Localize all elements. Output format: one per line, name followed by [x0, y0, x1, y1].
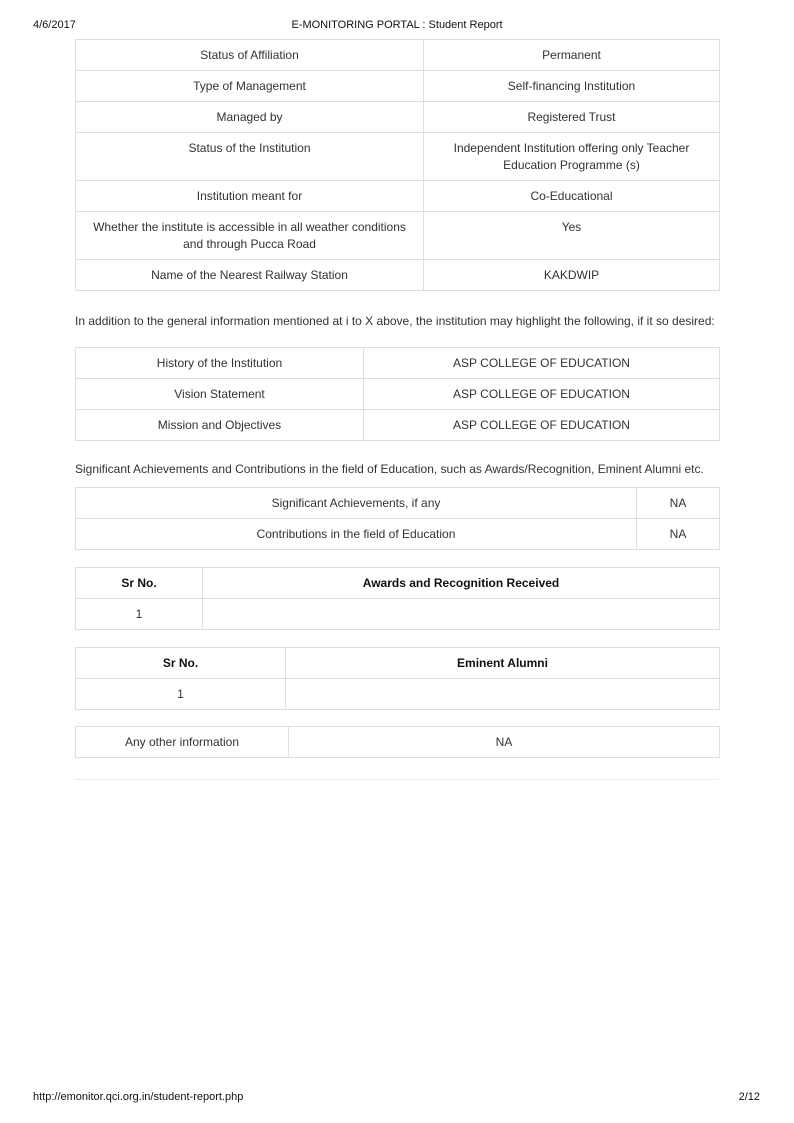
table-row — [76, 40, 720, 71]
row-value: Co-Educational — [424, 181, 720, 212]
sr-number: 1 — [76, 599, 203, 630]
page-number: 2/12 — [738, 1091, 760, 1103]
column-header: Sr No. — [76, 648, 286, 679]
achievements-section — [75, 487, 719, 550]
table-row — [76, 599, 720, 630]
row-value: NA — [289, 727, 720, 758]
row-value: NA — [637, 519, 720, 550]
table-row — [76, 260, 720, 291]
table-row — [76, 727, 720, 758]
row-value: Self-financing Institution — [424, 71, 720, 102]
achievements-table — [75, 487, 720, 550]
row-value: Independent Institution offering only Teacher Education Programme (s) — [424, 133, 720, 181]
awards-table — [75, 567, 720, 630]
row-label: Mission and Objectives — [76, 410, 364, 441]
row-label: Vision Statement — [76, 379, 364, 410]
general-info-section — [75, 39, 719, 291]
row-value: Permanent — [424, 40, 720, 71]
row-label: Contributions in the field of Education — [76, 519, 637, 550]
table-row — [76, 348, 720, 379]
table-row — [76, 410, 720, 441]
alumni-table — [75, 647, 720, 710]
row-label: Name of the Nearest Railway Station — [76, 260, 424, 291]
row-label: Any other information — [76, 727, 289, 758]
table-row — [76, 102, 720, 133]
table-header-row — [76, 648, 720, 679]
table-row — [76, 181, 720, 212]
table-header-row — [76, 568, 720, 599]
row-value: KAKDWIP — [424, 260, 720, 291]
print-date: 4/6/2017 — [33, 19, 76, 31]
row-label: Type of Management — [76, 71, 424, 102]
general-info-table — [75, 39, 720, 291]
award-value — [203, 599, 720, 630]
row-value: ASP COLLEGE OF EDUCATION — [364, 410, 720, 441]
row-label: Whether the institute is accessible in all weather conditions and through Pucca Road — [76, 212, 424, 260]
alumni-value — [286, 679, 720, 710]
column-header: Sr No. — [76, 568, 203, 599]
row-value: ASP COLLEGE OF EDUCATION — [364, 379, 720, 410]
row-value: ASP COLLEGE OF EDUCATION — [364, 348, 720, 379]
highlights-table — [75, 347, 720, 441]
row-value: Registered Trust — [424, 102, 720, 133]
divider — [75, 779, 719, 780]
table-row — [76, 133, 720, 181]
column-header: Awards and Recognition Received — [203, 568, 720, 599]
row-label: Institution meant for — [76, 181, 424, 212]
page-title: E-MONITORING PORTAL : Student Report — [291, 19, 503, 31]
table-row — [76, 519, 720, 550]
table-row — [76, 212, 720, 260]
other-info-section — [75, 726, 719, 758]
column-header: Eminent Alumni — [286, 648, 720, 679]
footer-url: http://emonitor.qci.org.in/student-report.php — [33, 1091, 244, 1103]
row-label: Status of the Institution — [76, 133, 424, 181]
achievements-note: Significant Achievements and Contributions in the field of Education, such as Awards/Recognition, Eminent Alumni etc. — [75, 462, 704, 476]
row-label: History of the Institution — [76, 348, 364, 379]
highlights-section — [75, 347, 719, 441]
highlight-note: In addition to the general information mentioned at i to X above, the institution may highlight the following, if it so desired: — [75, 314, 715, 328]
row-label: Managed by — [76, 102, 424, 133]
table-row — [76, 488, 720, 519]
sr-number: 1 — [76, 679, 286, 710]
alumni-section — [75, 647, 719, 710]
table-row — [76, 679, 720, 710]
other-info-table — [75, 726, 720, 758]
table-row — [76, 71, 720, 102]
row-value: NA — [637, 488, 720, 519]
table-row — [76, 379, 720, 410]
row-label: Status of Affiliation — [76, 40, 424, 71]
row-value: Yes — [424, 212, 720, 260]
awards-section — [75, 567, 719, 630]
row-label: Significant Achievements, if any — [76, 488, 637, 519]
